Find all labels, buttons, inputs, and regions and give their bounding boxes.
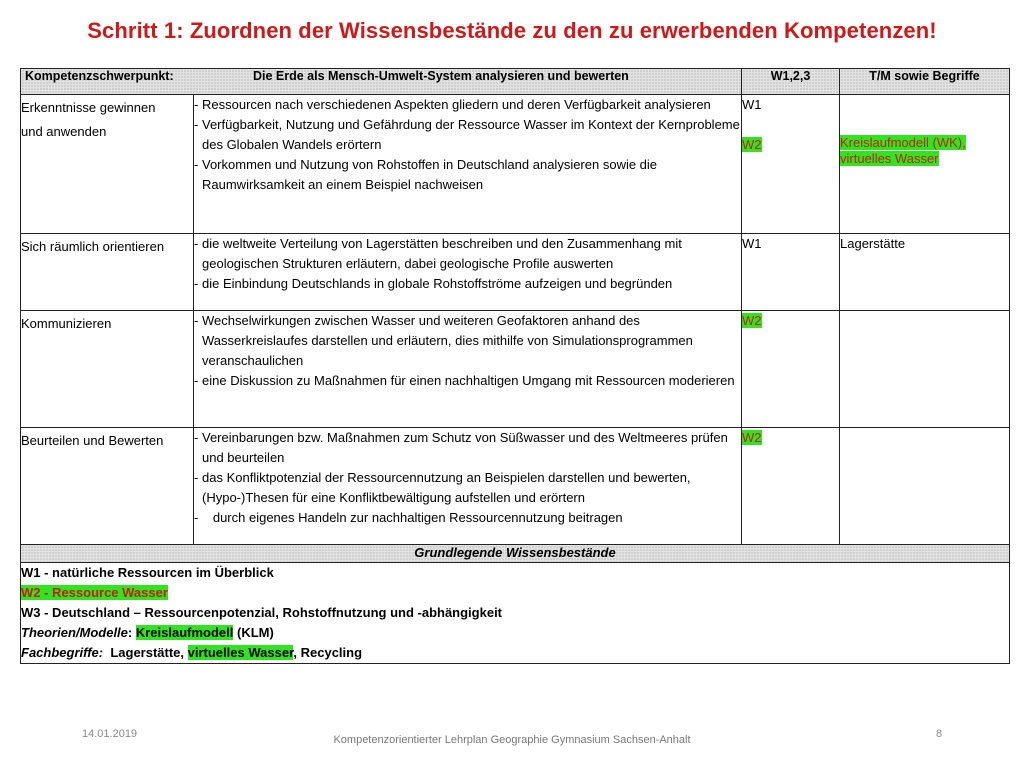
task-list: [194, 95, 742, 234]
terms-line: Fachbegriffe: Lagerstätte, virtuelles Wasser, Recycling: [21, 645, 363, 660]
knowledge-code-cell: [742, 311, 840, 428]
slide-title: Schritt 1: Zuordnen der Wissensbestände zu den zu erwerbenden Kompetenzen!: [87, 18, 937, 43]
knowledge-w1: W1 - natürliche Ressourcen im Überblick: [21, 565, 274, 580]
list-item: - Ressourcen nach verschiedenen Aspekten gliedern und deren Verfügbarkeit analysieren: [194, 97, 711, 112]
list-item: - Vorkommen und Nutzung von Rohstoffen in Deutschland analysieren sowie die Raumwirksamkeit an einem Beispiel nachweisen: [194, 157, 658, 192]
list-item: - Wechselwirkungen zwischen Wasser und weiteren Geofaktoren anhand des Wasserkreislaufes darstellen und erläutern, dies mithilfe von Simulationsprogrammen veranschaulichen: [194, 313, 693, 368]
header-topic-cell: [21, 69, 742, 95]
competence-category: Erkenntnisse gewinnen und anwenden: [21, 95, 194, 234]
table-row: [21, 95, 1010, 234]
competence-category: Kommunizieren: [21, 311, 194, 428]
terms-highlight: virtuelles Wasser: [187, 645, 294, 660]
task-list: [194, 311, 742, 428]
list-item: - die weltweite Verteilung von Lagerstätten beschreiben und den Zusammenhang mit geologischen Strukturen erläutern, dabei geologische Profile auswerten: [194, 236, 682, 271]
competence-category: Sich räumlich orientieren: [21, 234, 194, 311]
table-row: [21, 311, 1010, 428]
section-title: Grundlegende Wissensbestände: [21, 545, 1010, 563]
table-row: [21, 428, 1010, 545]
knowledge-row: [21, 563, 1010, 664]
header-w-column: W1,2,3: [742, 69, 840, 95]
theories-highlight: Kreislaufmodell: [135, 625, 234, 640]
knowledge-code-cell: W1 W2: [742, 95, 840, 234]
task-list: [194, 234, 742, 311]
knowledge-list: [21, 563, 1010, 664]
task-list: [194, 428, 742, 545]
w2-highlight: W2: [742, 313, 762, 328]
list-item: - das Konfliktpotenzial der Ressourcennutzung an Beispielen darstellen und bewerten, (Hypo-)Thesen für eine Konfliktbewältigung aufstellen und erörtern: [194, 470, 691, 505]
knowledge-code-cell: W1: [742, 234, 840, 311]
term-highlight: virtuelles Wasser: [840, 151, 939, 166]
w2-highlight: W2: [742, 430, 762, 445]
theories-line: Theorien/Modelle: Kreislaufmodell (KLM): [21, 625, 274, 640]
terms-cell: [840, 311, 1010, 428]
header-label: Kompetenzschwerpunkt:: [25, 69, 174, 83]
competence-table: [20, 68, 1010, 664]
list-item: - die Einbindung Deutschlands in globale Rohstoffströme aufzeigen und begründen: [194, 276, 673, 291]
header-topic: Die Erde als Mensch-Umwelt-System analysieren und bewerten: [253, 69, 629, 83]
footer-date: 14.01.2019: [82, 728, 138, 740]
table-row: [21, 234, 1010, 311]
table-header-row: [21, 69, 1010, 95]
footer-center: Kompetenzorientierter Lehrplan Geographie Gymnasium Sachsen-Anhalt: [333, 734, 691, 746]
list-item: - Vereinbarungen bzw. Maßnahmen zum Schutz von Süßwasser und des Weltmeeres prüfen und beurteilen: [194, 430, 728, 465]
list-item: - Verfügbarkeit, Nutzung und Gefährdung der Ressource Wasser im Kontext der Kernprobleme des Globalen Wandels erörtern: [194, 117, 740, 152]
w2-highlight: W2: [742, 137, 762, 152]
terms-cell: [840, 428, 1010, 545]
terms-cell: [840, 95, 1010, 234]
list-item: - eine Diskussion zu Maßnahmen für einen nachhaltigen Umgang mit Ressourcen moderieren: [194, 373, 735, 388]
competence-category: Beurteilen und Bewerten: [21, 428, 194, 545]
knowledge-w3: W3 - Deutschland – Ressourcenpotenzial, Rohstoffnutzung und -abhängigkeit: [21, 605, 503, 620]
knowledge-code-cell: [742, 428, 840, 545]
terms-cell: Lagerstätte: [840, 234, 1010, 311]
page-number: 8: [936, 728, 943, 740]
section-header-row: [21, 545, 1010, 563]
knowledge-w2: W2 - Ressource Wasser: [21, 585, 168, 600]
header-tm-column: T/M sowie Begriffe: [840, 69, 1010, 95]
list-item: - durch eigenes Handeln zur nachhaltigen Ressourcennutzung beitragen: [194, 510, 623, 525]
term-highlight: Kreislaufmodell (WK),: [840, 135, 966, 150]
